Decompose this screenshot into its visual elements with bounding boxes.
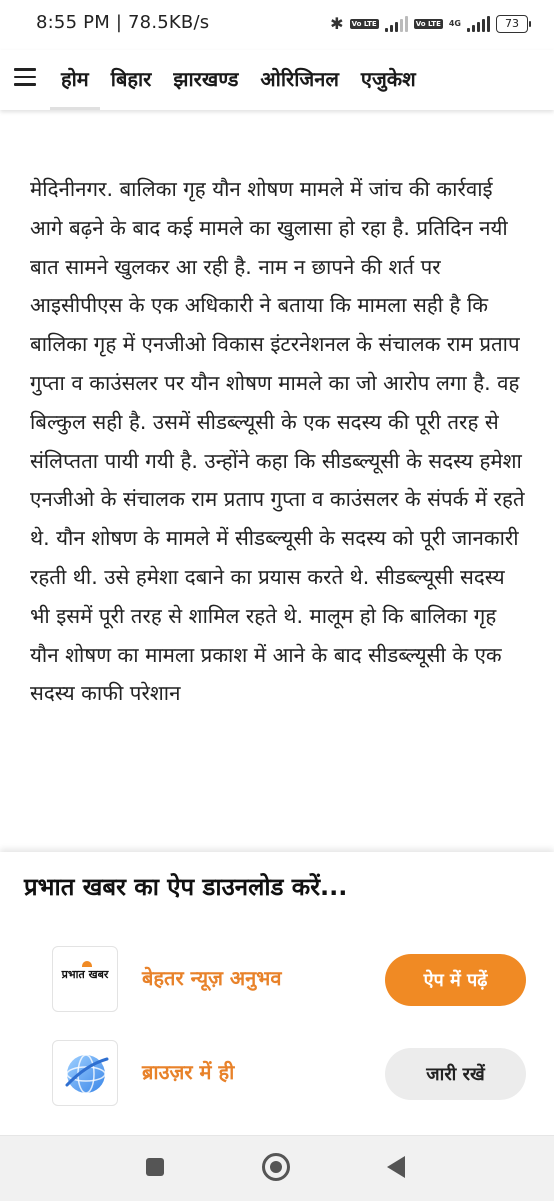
tab-home[interactable]: होम (50, 50, 100, 110)
square-icon[interactable] (146, 1158, 164, 1176)
app-download-sheet (0, 852, 554, 1135)
sheet-title: प्रभात खबर का ऐप डाउनलोड करें... (24, 873, 348, 901)
signal-icon-1 (385, 16, 408, 32)
signal-icon-2 (467, 16, 490, 32)
status-bar (0, 0, 554, 50)
open-in-app-button[interactable]: ऐप में पढ़ें (385, 954, 526, 1006)
volte-badge-1: Vo LTE (351, 19, 377, 28)
app-option-row (52, 944, 532, 1014)
status-icons (330, 14, 528, 33)
bluetooth-icon: ✱ (330, 14, 344, 33)
triangle-back-icon[interactable] (387, 1156, 405, 1178)
volte-badge-2: Vo LTE (415, 19, 441, 28)
system-nav-bar (0, 1135, 554, 1201)
battery-icon: 73 (496, 15, 528, 33)
tab-education[interactable]: एजुकेश (360, 67, 416, 91)
logo-sun-icon (82, 961, 92, 967)
nav-tabs (50, 50, 427, 110)
browser-option-label: ब्राउज़र में ही (142, 1060, 235, 1084)
globe-icon (63, 1051, 109, 1097)
circle-icon[interactable] (262, 1153, 290, 1181)
article-body: मेदिनीनगर. बालिका गृह यौन शोषण मामले में जांच की कार्रवाई आगे बढ़ने के बाद कई मामले का खुलासा हो रहा है. प्रतिदिन नयी बात सामने खुलकर आ रही है. नाम न छापने की शर्त पर आइसीपीएस के एक अधिकारी ने बताया कि मामला सही है कि बालिका गृह में एनजीओ विकास इंटरनेशनल के संचालक राम प्रताप गुप्ता व काउंसलर पर यौन शोषण मामले का जो आरोप लगा है. वह बिल्कुल सही है. उसमें सीडब्ल्यूसी के एक सदस्य की पूरी तरह से संलिप्तता पायी गयी है. उन्होंने कहा कि सीडब्ल्यूसी के सदस्य हमेशा एनजीओ के संचालक राम प्रताप गुप्ता व काउंसलर के संपर्क में रहते थे. यौन शोषण के मामले में सीडब्ल्यूसी के सदस्य को पूरी जानकारी रहती थी. उसे हमेशा दबाने का प्रयास करते थे. सीडब्ल्यूसी सदस्य भी इसमें पूरी तरह से शामिल रहते थे. मालूम हो कि बालिका गृह यौन शोषण का मामला प्रकाश में आने के बाद सीडब्ल्यूसी के एक सदस्य काफी परेशान (30, 177, 525, 706)
browser-option-row (52, 1038, 532, 1108)
continue-in-browser-button[interactable]: जारी रखें (385, 1048, 526, 1100)
tab-original[interactable]: ओरिजिनल (260, 67, 339, 91)
status-time-speed: 8:55 PM | 78.5KB/s (36, 12, 210, 33)
app-option-label: बेहतर न्यूज़ अनुभव (142, 966, 282, 990)
tab-bihar[interactable]: बिहार (110, 67, 152, 91)
network-type: 4G (448, 18, 461, 28)
tab-jharkhand[interactable]: झारखण्ड (173, 67, 239, 91)
browser-logo (52, 1040, 118, 1106)
hamburger-icon[interactable] (14, 68, 36, 88)
logo-text: प्रभात खबर (61, 968, 109, 981)
category-nav (0, 50, 554, 110)
prabhat-khabar-logo (52, 946, 118, 1012)
